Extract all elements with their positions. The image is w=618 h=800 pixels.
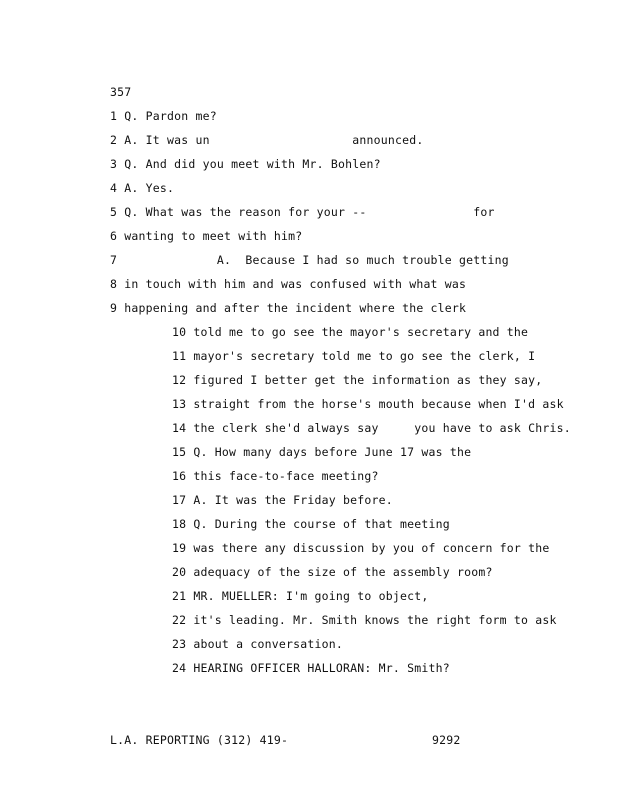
transcript-line: 14 the clerk she'd always say you have to ask Chris.	[172, 421, 571, 435]
transcript-line: 7 A. Because I had so much trouble getting	[110, 253, 509, 267]
transcript-line: 23 about a conversation.	[172, 637, 343, 651]
footer-reporter: L.A. REPORTING (312) 419-	[110, 733, 289, 747]
transcript-line: 22 it's leading. Mr. Smith knows the right form to ask	[172, 613, 557, 627]
transcript-line: 15 Q. How many days before June 17 was the	[172, 445, 472, 459]
transcript-line: 18 Q. During the course of that meeting	[172, 517, 450, 531]
transcript-line: 11 mayor's secretary told me to go see the clerk, I	[172, 349, 536, 363]
transcript-line: 10 told me to go see the mayor's secretary and the	[172, 325, 529, 339]
transcript-line: 2 A. It was un announced.	[110, 133, 424, 147]
page-number: 357	[110, 85, 132, 99]
transcript-line: 13 straight from the horse's mouth because when I'd ask	[172, 397, 564, 411]
transcript-line: 24 HEARING OFFICER HALLORAN: Mr. Smith?	[172, 661, 450, 675]
transcript-line: 6 wanting to meet with him?	[110, 229, 303, 243]
transcript-line: 5 Q. What was the reason for your -- for	[110, 205, 495, 219]
transcript-line: 3 Q. And did you meet with Mr. Bohlen?	[110, 157, 381, 171]
footer-phone-suffix: 9292	[432, 733, 461, 747]
transcript-line: 16 this face-to-face meeting?	[172, 469, 379, 483]
transcript-line: 12 figured I better get the information as they say,	[172, 373, 543, 387]
transcript-line: 20 adequacy of the size of the assembly room?	[172, 565, 493, 579]
transcript-line: 21 MR. MUELLER: I'm going to object,	[172, 589, 429, 603]
transcript-line: 4 A. Yes.	[110, 181, 175, 195]
transcript-line: 17 A. It was the Friday before.	[172, 493, 393, 507]
transcript-line: 9 happening and after the incident where the clerk	[110, 301, 467, 315]
transcript-line: 19 was there any discussion by you of concern for the	[172, 541, 550, 555]
transcript-line: 1 Q. Pardon me?	[110, 109, 217, 123]
transcript-line: 8 in touch with him and was confused with what was	[110, 277, 467, 291]
